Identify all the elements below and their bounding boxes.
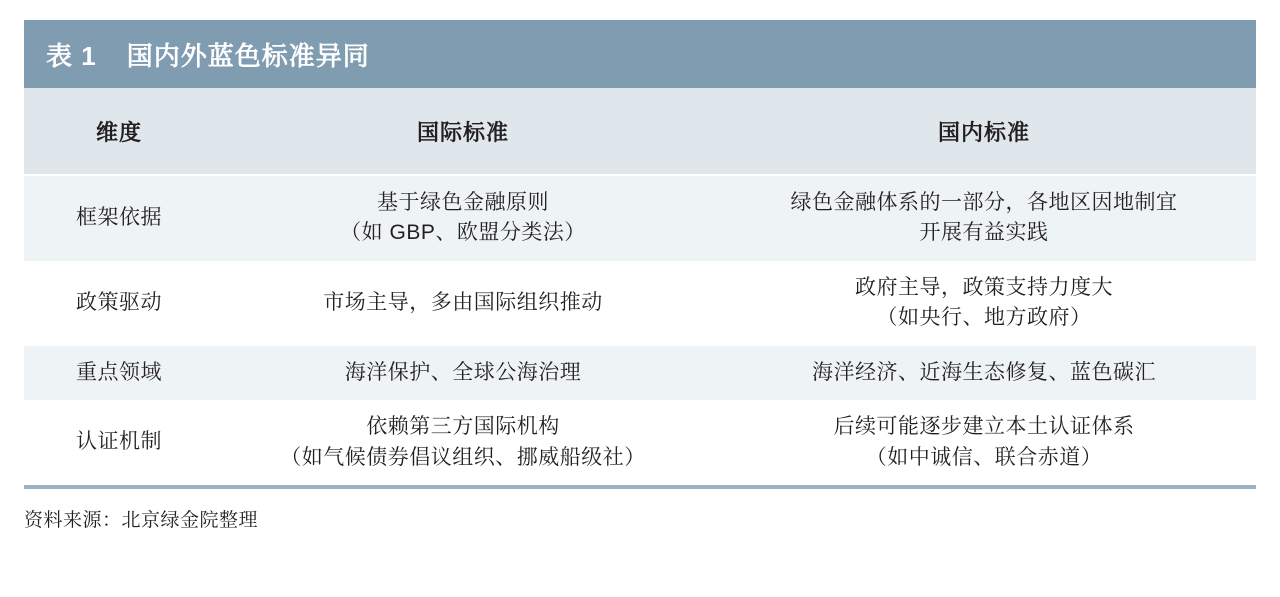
row-international: 海洋保护、全球公海治理 — [214, 346, 712, 400]
column-header-dimension: 维度 — [24, 88, 214, 175]
comparison-table — [24, 88, 1256, 485]
row-domestic: 海洋经济、近海生态修复、蓝色碳汇 — [712, 346, 1256, 400]
table-row — [24, 400, 1256, 485]
column-header-international: 国际标准 — [214, 88, 712, 175]
row-domestic: 绿色金融体系的一部分，各地区因地制宜 开展有益实践 — [712, 175, 1256, 261]
row-international: 基于绿色金融原则 （如 GBP、欧盟分类法） — [214, 175, 712, 261]
row-dimension: 政策驱动 — [24, 261, 214, 346]
table-header-row — [24, 88, 1256, 175]
row-dimension: 认证机制 — [24, 400, 214, 485]
table-row — [24, 175, 1256, 261]
row-dimension: 重点领域 — [24, 346, 214, 400]
table-container — [24, 20, 1256, 485]
row-international: 依赖第三方国际机构 （如气候债券倡议组织、挪威船级社） — [214, 400, 712, 485]
row-domestic: 后续可能逐步建立本土认证体系 （如中诚信、联合赤道） — [712, 400, 1256, 485]
table-row — [24, 261, 1256, 346]
table-row — [24, 346, 1256, 400]
table-source-note: 资料来源：北京绿金院整理 — [24, 487, 1256, 532]
row-dimension: 框架依据 — [24, 175, 214, 261]
row-domestic: 政府主导，政策支持力度大 （如央行、地方政府） — [712, 261, 1256, 346]
table-title: 国内外蓝色标准异同 — [126, 40, 370, 71]
column-header-domestic: 国内标准 — [712, 88, 1256, 175]
table-title-bar — [24, 20, 1256, 88]
row-international: 市场主导，多由国际组织推动 — [214, 261, 712, 346]
table-number: 表 1 — [46, 40, 97, 71]
